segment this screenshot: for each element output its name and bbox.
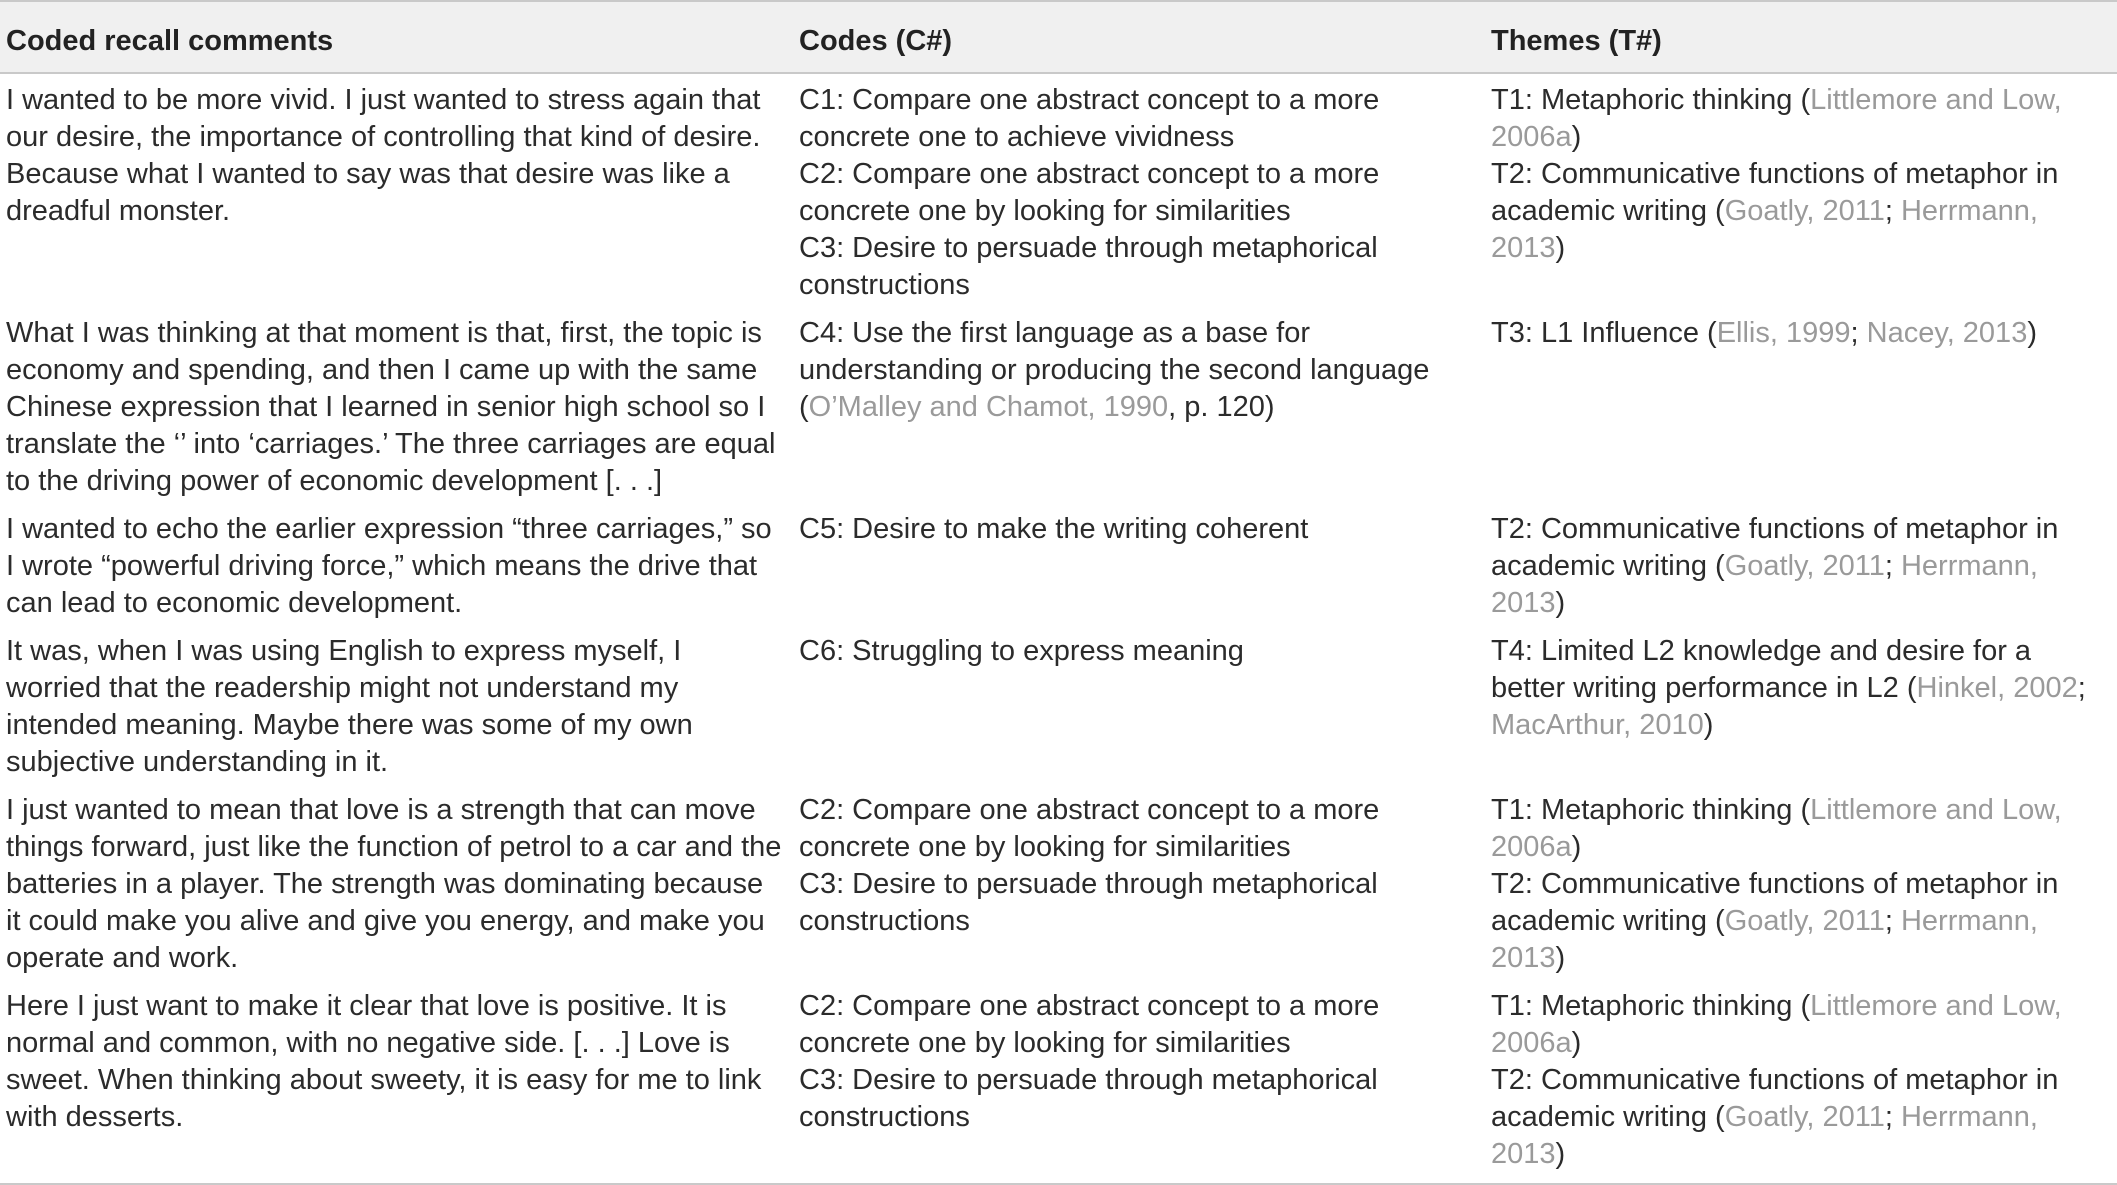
- citation-separator: ;: [1884, 550, 1901, 582]
- citation-close: ): [1555, 942, 1566, 974]
- code-item: C3: Desire to persuade through metaphorical constructions: [799, 232, 1378, 301]
- code-item: C5: Desire to make the writing coherent: [799, 513, 1309, 545]
- themes-cell: [1485, 73, 2117, 307]
- header-themes: Themes (T#): [1485, 1, 2117, 73]
- citation-link[interactable]: O’Malley and Chamot, 1990: [808, 391, 1169, 423]
- theme-label: T1: Metaphoric thinking: [1491, 794, 1793, 826]
- citation-open: (: [1698, 317, 1717, 349]
- codes-cell: [793, 625, 1485, 784]
- citation-close: ): [1571, 121, 1582, 153]
- theme-label: T3: L1 Influence: [1491, 317, 1699, 349]
- theme-label: T1: Metaphoric thinking: [1491, 84, 1793, 116]
- citation-open: (: [1706, 195, 1725, 227]
- citation-open: (: [799, 391, 809, 423]
- theme-label: T4: Limited L2 knowledge and desire for a better writing performance in L2: [1491, 635, 2032, 704]
- citation-open: (: [1792, 990, 1811, 1022]
- theme-label: T1: Metaphoric thinking: [1491, 990, 1793, 1022]
- theme-label: T2: Communicative functions of metaphor in academic writing: [1491, 1064, 2059, 1133]
- citation-close: ): [1555, 1138, 1566, 1170]
- theme-item: [1491, 315, 2107, 352]
- header-row: [0, 1, 2117, 73]
- citation-close: ): [1555, 587, 1566, 619]
- citation-separator: ;: [1884, 905, 1901, 937]
- citation-close: ): [1571, 831, 1582, 863]
- header-codes: Codes (C#): [793, 1, 1485, 73]
- table-body: [0, 73, 2117, 1184]
- citation-link[interactable]: Hinkel, 2002: [1916, 672, 2078, 704]
- codes-cell: [793, 784, 1485, 980]
- code-item: C1: Compare one abstract concept to a more concrete one to achieve vividness: [799, 84, 1380, 153]
- recall-comment-cell: Here I just want to make it clear that love is positive. It is normal and common, with no negative side. [. . .] Love is sweet. When thinking about sweety, it is easy for me to link with desserts.: [0, 980, 793, 1184]
- citation-link[interactable]: Goatly, 2011: [1724, 195, 1885, 227]
- citation-close: ): [1555, 232, 1566, 264]
- code-item: C4: Use the first language as a base for understanding or producing the second language: [799, 317, 1430, 386]
- citation-link[interactable]: Goatly, 2011: [1724, 550, 1885, 582]
- citation-separator: ;: [1884, 195, 1901, 227]
- code-item: C3: Desire to persuade through metaphorical constructions: [799, 1064, 1378, 1133]
- citation-open: (: [1792, 794, 1811, 826]
- theme-item: [1491, 156, 2107, 267]
- recall-comment-cell: I wanted to be more vivid. I just wanted to stress again that our desire, the importance of controlling that kind of desire. Because what I wanted to say was that desire was like a dreadful monster.: [6, 84, 761, 227]
- citation-link[interactable]: Littlemore and Low, 2006a: [1491, 84, 2062, 153]
- table-row: [0, 980, 2117, 1184]
- citation-close: ): [1571, 1027, 1582, 1059]
- citation-link[interactable]: Ellis, 1999: [1716, 317, 1851, 349]
- citation-link[interactable]: Littlemore and Low, 2006a: [1491, 794, 2062, 863]
- code-item: C2: Compare one abstract concept to a more concrete one by looking for similarities: [799, 990, 1380, 1059]
- theme-item: [1491, 988, 2107, 1062]
- citation-link[interactable]: Goatly, 2011: [1724, 1101, 1885, 1133]
- citation-link[interactable]: MacArthur, 2010: [1491, 709, 1704, 741]
- theme-item: [1491, 511, 2107, 622]
- recall-comment-cell: I just wanted to mean that love is a strength that can move things forward, just like the function of petrol to a car and the batteries in a player. The strength was dominating because it could make you alive and give you energy, and make you operate and work.: [6, 794, 782, 974]
- table-row: [0, 503, 2117, 625]
- recall-comment-cell: What I was thinking at that moment is that, first, the topic is economy and spending, and then I came up with the same Chinese expression that I learned in senior high school so I translate the ‘’ into ‘carriages.’ The three carriages are equal to the driving power of economic development [. . .]: [6, 317, 776, 497]
- header-comments: Coded recall comments: [0, 1, 793, 73]
- code-item: C6: Struggling to express meaning: [799, 635, 1244, 667]
- themes-cell: [1485, 307, 2117, 503]
- themes-cell: [1485, 980, 2117, 1184]
- themes-cell: [1485, 625, 2117, 784]
- recall-comment-cell: It was, when I was using English to express myself, I worried that the readership might not understand my intended meaning. Maybe there was some of my own subjective understanding in it.: [6, 635, 693, 778]
- citation-link[interactable]: Goatly, 2011: [1724, 905, 1885, 937]
- citation-open: (: [1706, 550, 1725, 582]
- citation-separator: ;: [2077, 672, 2086, 704]
- citation-link[interactable]: Herrmann, 2013: [1491, 550, 2038, 619]
- themes-cell: [1485, 784, 2117, 980]
- table-row: [0, 625, 2117, 784]
- code-citation: [799, 389, 1475, 426]
- citation-open: (: [1706, 1101, 1725, 1133]
- citation-link[interactable]: Herrmann, 2013: [1491, 1101, 2038, 1170]
- codes-cell: [793, 307, 1485, 503]
- code-item: C2: Compare one abstract concept to a more concrete one by looking for similarities: [799, 158, 1380, 227]
- codes-cell: [793, 73, 1485, 307]
- codes-cell: [793, 980, 1485, 1184]
- table-row: [0, 784, 2117, 980]
- theme-item: [1491, 1062, 2107, 1173]
- citation-link[interactable]: Herrmann, 2013: [1491, 905, 2038, 974]
- code-item: C2: Compare one abstract concept to a more concrete one by looking for similarities: [799, 794, 1380, 863]
- theme-item: [1491, 633, 2107, 744]
- citation-link[interactable]: Herrmann, 2013: [1491, 195, 2038, 264]
- table-row: [0, 73, 2117, 307]
- codes-cell: [793, 503, 1485, 625]
- citation-link[interactable]: Littlemore and Low, 2006a: [1491, 990, 2062, 1059]
- theme-label: T2: Communicative functions of metaphor in academic writing: [1491, 158, 2059, 227]
- theme-label: T2: Communicative functions of metaphor in academic writing: [1491, 513, 2059, 582]
- theme-item: [1491, 792, 2107, 866]
- citation-close: ): [2027, 317, 2037, 349]
- citation-open: (: [1792, 84, 1811, 116]
- themes-cell: [1485, 503, 2117, 625]
- citation-separator: ;: [1850, 317, 1867, 349]
- citation-link[interactable]: Nacey, 2013: [1866, 317, 2028, 349]
- table-header: [0, 1, 2117, 73]
- citation-close: ): [1703, 709, 1714, 741]
- theme-item: [1491, 82, 2107, 156]
- citation-tail: , p. 120): [1168, 391, 1275, 423]
- citation-separator: ;: [1884, 1101, 1901, 1133]
- citation-open: (: [1706, 905, 1725, 937]
- table-row: [0, 307, 2117, 503]
- code-item: C3: Desire to persuade through metaphorical constructions: [799, 868, 1378, 937]
- theme-item: [1491, 866, 2107, 977]
- theme-label: T2: Communicative functions of metaphor in academic writing: [1491, 868, 2059, 937]
- recall-comment-cell: I wanted to echo the earlier expression “three carriages,” so I wrote “powerful driving force,” which means the drive that can lead to economic development.: [6, 513, 772, 619]
- citation-open: (: [1898, 672, 1917, 704]
